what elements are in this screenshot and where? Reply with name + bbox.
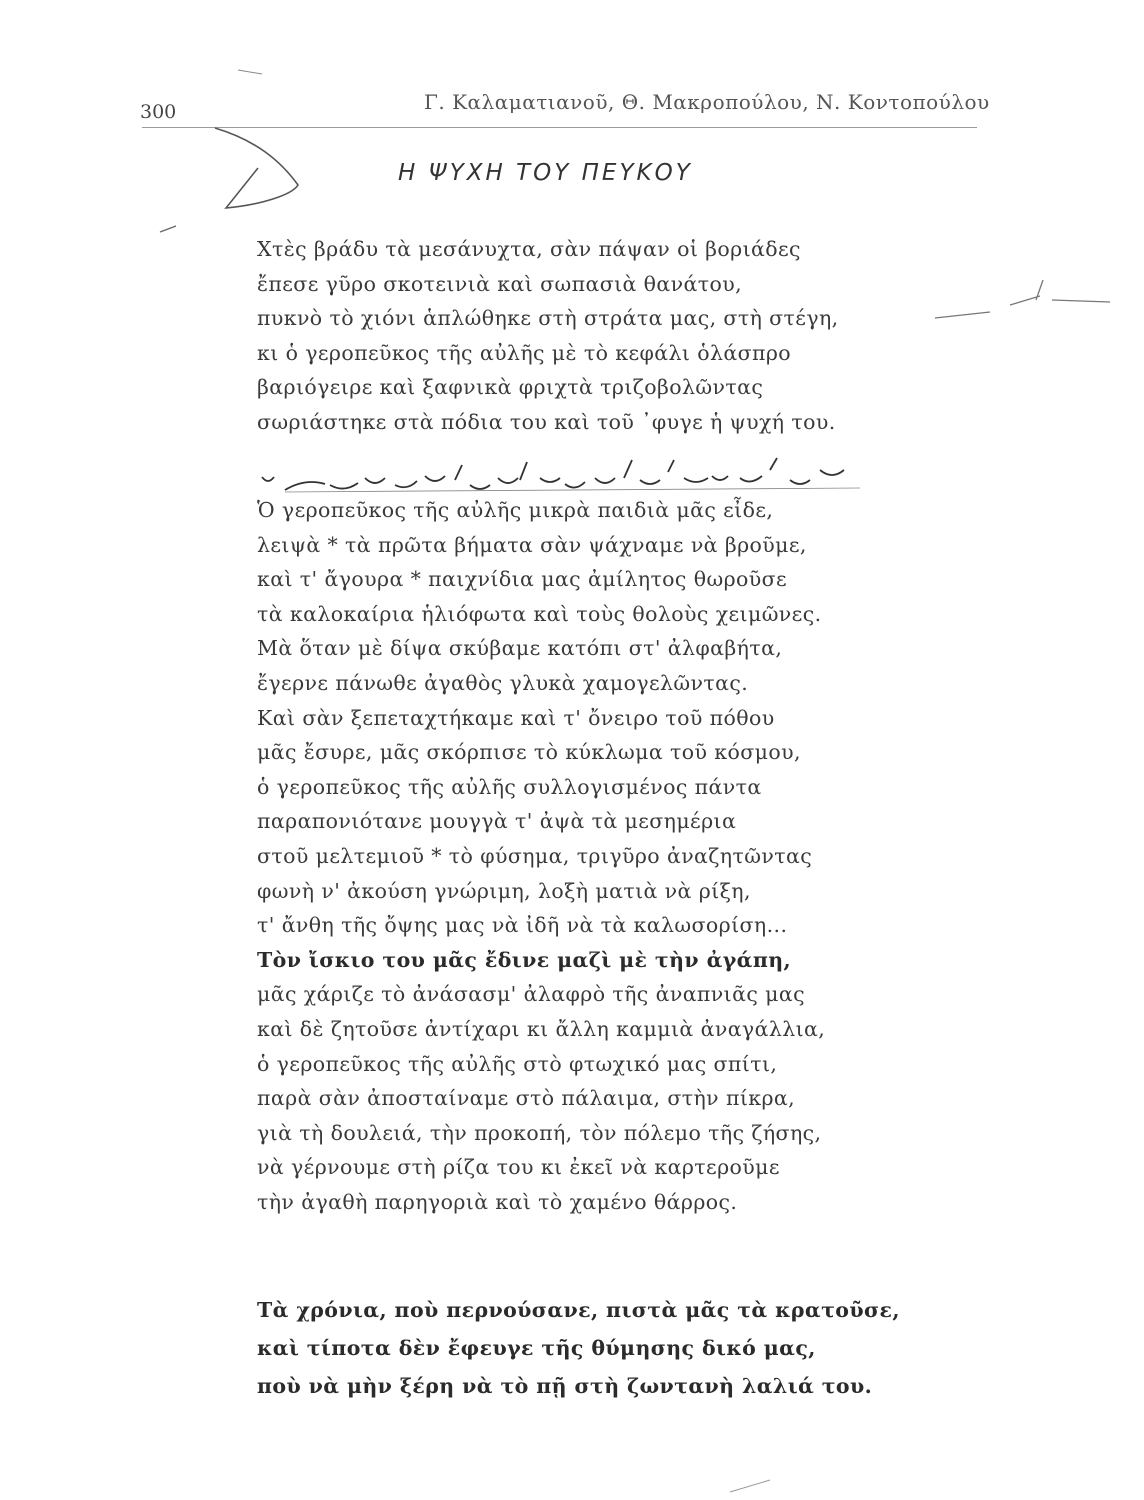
verse-line: Τὰ χρόνια, ποὺ περνούσανε, πιστὰ μᾶς τὰ κρατοῦσε, — [257, 1298, 900, 1322]
verse-line: γιὰ τὴ δουλειά, τὴν προκοπή, τὸν πόλεμο τῆς ζήσης, — [257, 1120, 822, 1145]
verse-line: Χτὲς βράδυ τὰ μεσάνυχτα, σὰν πάψαν οἱ βοριάδες — [257, 237, 801, 261]
verse-line: νὰ γέρνουμε στὴ ρίζα του κι ἐκεῖ νὰ καρτεροῦμε — [257, 1155, 780, 1180]
verse-line: καὶ δὲ ζητοῦσε ἀντίχαρι κι ἄλλη καμμιὰ ἀναγάλλια, — [257, 1016, 826, 1041]
verse-line: μᾶς χάριζε τὸ ἀνάσασμ' ἀλαφρὸ τῆς ἀναπνιᾶς μας — [257, 982, 805, 1007]
verse-line: τὴν ἀγαθὴ παρηγοριὰ καὶ τὸ χαμένο θάρρος. — [257, 1189, 738, 1214]
verse-line: ὁ γεροπεῦκος τῆς αὐλῆς συλλογισμένος πάντα — [257, 774, 762, 799]
verse-line: Τὸν ἴσκιο του μᾶς ἔδινε μαζὶ μὲ τὴν ἀγάπη, — [257, 947, 792, 972]
verse-line: ποὺ νὰ μὴν ξέρη νὰ τὸ πῇ στὴ ζωντανὴ λαλιά του. — [257, 1374, 873, 1398]
verse-line: τὰ καλοκαίρια ἡλιόφωτα καὶ τοὺς θολοὺς χειμῶνες. — [257, 601, 822, 626]
poem-title: Η ΨΥΧΗ ΤΟΥ ΠΕΥΚΟΥ — [398, 160, 693, 186]
running-header-authors: Γ. Καλαματιανοῦ, Θ. Μακροπούλου, Ν. Κοντοπούλου — [424, 90, 990, 114]
verse-line: φωνὴ ν' ἀκούση γνώριμη, λοξὴ ματιὰ νὰ ρίξη, — [257, 878, 751, 903]
verse-line: μᾶς ἔσυρε, μᾶς σκόρπισε τὸ κύκλωμα τοῦ κόσμου, — [257, 740, 801, 765]
verse-line: βαριόγειρε καὶ ξαφνικὰ φριχτὰ τριζοβολῶντας — [257, 375, 764, 400]
verse-line: τ' ἄνθη τῆς ὄψης μας νὰ ἰδῆ νὰ τὰ καλωσορίση... — [257, 913, 788, 938]
stanza-3 — [257, 1291, 900, 1405]
stanza-1 — [257, 232, 839, 440]
verse-line: παραπονιότανε μουγγὰ τ' ἀψὰ τὰ μεσημέρια — [257, 809, 737, 834]
verse-line: λειψὰ * τὰ πρῶτα βήματα σὰν ψάχναμε νὰ βροῦμε, — [257, 532, 807, 557]
verse-line: κι ὁ γεροπεῦκος τῆς αὐλῆς μὲ τὸ κεφάλι ὁλάσπρο — [257, 340, 792, 365]
verse-line: Μὰ ὅταν μὲ δίψα σκύβαμε κατόπι στ' ἀλφαβήτα, — [257, 636, 783, 661]
verse-line: καὶ τίποτα δὲν ἔφευγε τῆς θύμησης δικό μας, — [257, 1336, 816, 1360]
verse-line: Ὁ γεροπεῦκος τῆς αὐλῆς μικρὰ παιδιὰ μᾶς εἶδε, — [257, 498, 774, 522]
verse-line: Καὶ σὰν ξεπεταχτήκαμε καὶ τ' ὄνειρο τοῦ πόθου — [257, 705, 775, 730]
verse-line: ἔγερνε πάνωθε ἀγαθὸς γλυκὰ χαμογελῶντας. — [257, 670, 749, 695]
verse-line: στοῦ μελτεμιοῦ * τὸ φύσημα, τριγῦρο ἀναζητῶντας — [257, 843, 813, 868]
verse-line: σωριάστηκε στὰ πόδια του καὶ τοῦ ᾿φυγε ἡ ψυχή του. — [257, 409, 836, 434]
verse-line: ὁ γεροπεῦκος τῆς αὐλῆς στὸ φτωχικό μας σπίτι, — [257, 1051, 778, 1076]
header-rule — [142, 127, 977, 128]
verse-line: παρὰ σὰν ἀποσταίναμε στὸ πάλαιμα, στὴν πίκρα, — [257, 1086, 796, 1111]
stanza-2 — [257, 493, 825, 1219]
verse-line: πυκνὸ τὸ χιόνι ἁπλώθηκε στὴ στράτα μας, στὴ στέγη, — [257, 306, 839, 331]
page-number: 300 — [140, 101, 177, 123]
verse-line: καὶ τ' ἄγουρα * παιχνίδια μας ἀμίλητος θωροῦσε — [257, 567, 788, 592]
verse-line: ἔπεσε γῦρο σκοτεινιὰ καὶ σωπασιὰ θανάτου, — [257, 271, 743, 296]
